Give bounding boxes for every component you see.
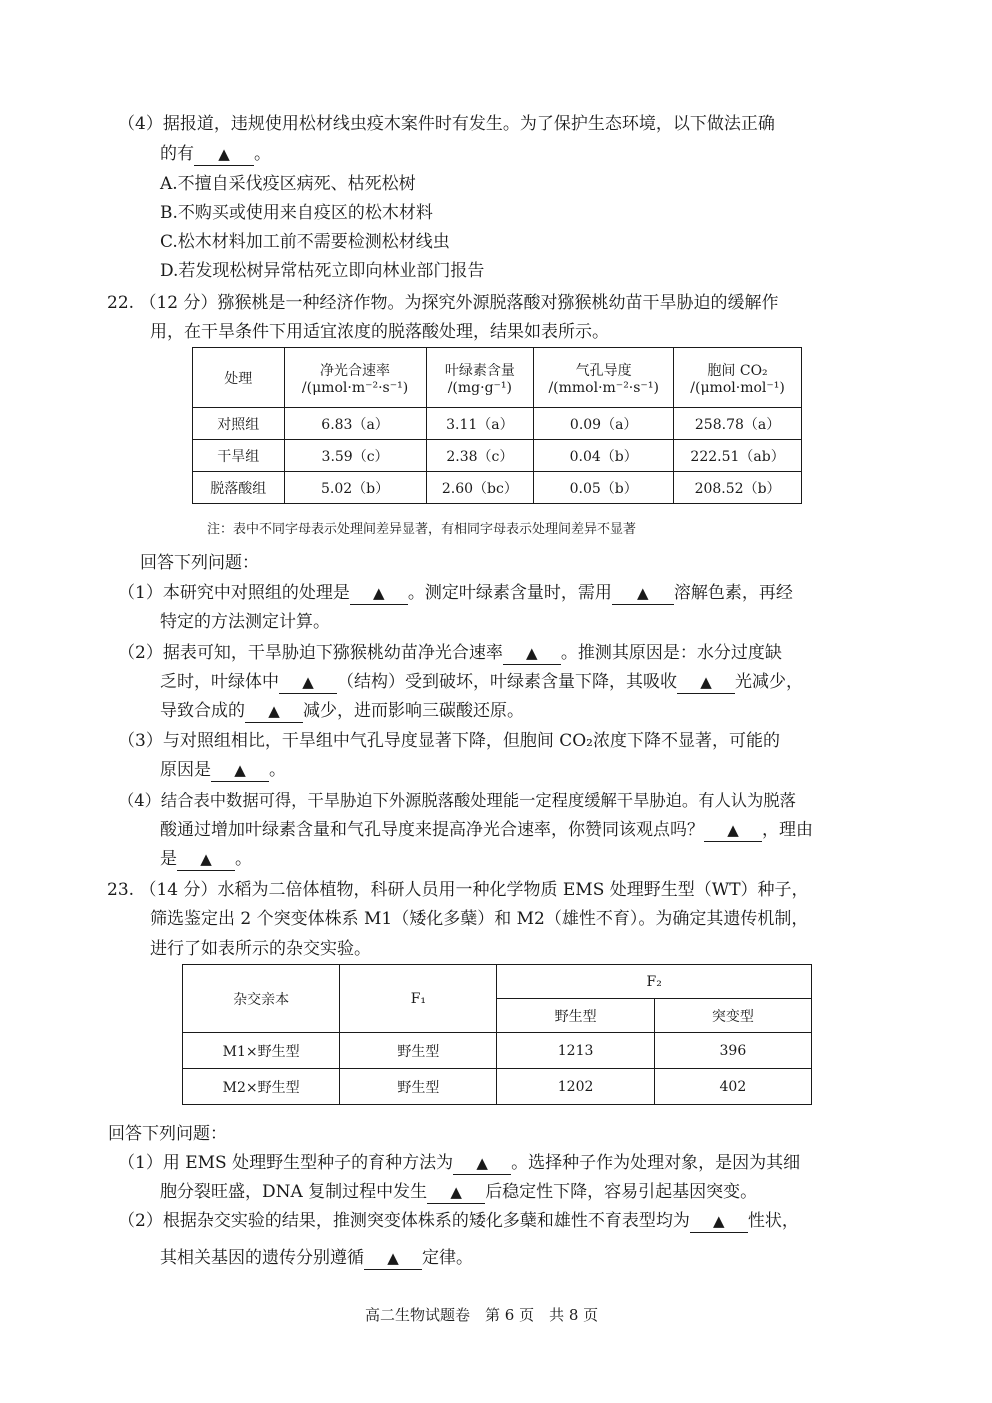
q-text: ，理由 xyxy=(762,820,813,840)
table-header-row xyxy=(183,965,812,999)
triangle-icon: ▲ xyxy=(200,850,212,868)
table-row xyxy=(193,440,802,472)
q23-sub2-line1 xyxy=(118,1207,799,1235)
q-text: 是 xyxy=(160,849,177,869)
table-cell: 对照组 xyxy=(193,408,285,440)
table-cell: M1×野生型 xyxy=(183,1033,340,1069)
header-text: 叶绿素含量 xyxy=(444,362,515,379)
q-text: （结构）受到破坏，叶绿素含量下降，其吸收 xyxy=(337,672,677,692)
q-text: 原因是 xyxy=(160,760,211,780)
header-unit: /(μmol·m⁻²·s⁻¹) xyxy=(301,379,409,396)
table-header-cell: F₁ xyxy=(340,965,497,1033)
triangle-icon: ▲ xyxy=(268,702,280,720)
page-footer: 高二生物试题卷 第 6 页 共 8 页 xyxy=(365,1306,599,1324)
table-cell: 0.09（a） xyxy=(534,408,674,440)
triangle-icon: ▲ xyxy=(373,584,385,602)
answer-blank[interactable] xyxy=(194,143,254,166)
q-text: 乏时，叶绿体中 xyxy=(160,672,279,692)
q-text: 定律。 xyxy=(422,1248,473,1268)
q22-sub2-line3 xyxy=(160,697,524,725)
q-text: 。选择种子作为处理对象，是因为其细 xyxy=(511,1153,801,1173)
q22-sub1-line1 xyxy=(118,579,793,607)
table-cell: 脱落酸组 xyxy=(193,472,285,504)
q23-intro: 回答下列问题： xyxy=(108,1124,227,1144)
answer-blank[interactable] xyxy=(279,671,337,694)
header-text: 净光合速率 xyxy=(320,362,391,379)
q-text: 。推测其原因是：水分过度缺 xyxy=(560,643,782,663)
triangle-icon: ▲ xyxy=(700,673,712,691)
table-cell: 0.04（b） xyxy=(534,440,674,472)
q21-text: 的有 xyxy=(160,144,194,164)
triangle-icon: ▲ xyxy=(713,1212,725,1230)
answer-blank[interactable] xyxy=(677,671,735,694)
header-text: 气孔导度 xyxy=(575,362,632,379)
q-text: 导致合成的 xyxy=(160,701,245,721)
option-a: A.不擅自采伐疫区病死、枯死松树 xyxy=(160,174,416,194)
q23-stem-line1: 23. （14 分）水稻为二倍体植物，科研人员用一种化学物质 EMS 处理野生型（WT）种子， xyxy=(107,880,809,900)
q23-sub1-line1 xyxy=(118,1149,800,1177)
table-header-cell xyxy=(284,348,426,408)
table-row xyxy=(183,1069,812,1105)
q22-sub3-line2 xyxy=(160,756,286,784)
q22-sub1-line2: 特定的方法测定计算。 xyxy=(160,612,330,632)
q-text: （2）据表可知，干旱胁迫下猕猴桃幼苗净光合速率 xyxy=(118,643,503,663)
header-text: 胞间 CO₂ xyxy=(707,362,768,379)
table-header-cell: 杂交亲本 xyxy=(183,965,340,1033)
q-text: 后稳定性下降，容易引起基因突变。 xyxy=(485,1182,758,1202)
table-header-cell xyxy=(193,348,285,408)
q-text: 。 xyxy=(235,849,252,869)
table-header-cell xyxy=(674,348,802,408)
answer-blank[interactable] xyxy=(350,582,408,605)
header-text: 处理 xyxy=(224,370,253,387)
table-header-cell xyxy=(534,348,674,408)
q22-sub4-line2 xyxy=(160,816,813,844)
triangle-icon: ▲ xyxy=(727,821,739,839)
q21-part4-line1: （4）据报道，违规使用松材线虫疫木案件时有发生。为了保护生态环境，以下做法正确 xyxy=(118,114,775,134)
table-cell: 3.59（c） xyxy=(284,440,426,472)
q-text: 。测定叶绿素含量时，需用 xyxy=(407,583,612,603)
q-text: 胞分裂旺盛，DNA 复制过程中发生 xyxy=(160,1182,428,1202)
answer-blank[interactable] xyxy=(364,1247,422,1270)
header-unit: /(mg·g⁻¹) xyxy=(447,379,513,396)
q-text: 。 xyxy=(269,760,286,780)
q22-stem-line2: 用，在干旱条件下用适宜浓度的脱落酸处理，结果如表所示。 xyxy=(150,322,609,342)
table-cell: 0.05（b） xyxy=(534,472,674,504)
table-cell: 干旱组 xyxy=(193,440,285,472)
header-unit: /(μmol·mol⁻¹) xyxy=(690,379,785,396)
q22-sub2-line1 xyxy=(118,639,782,667)
q-text: 酸通过增加叶绿素含量和气孔导度来提高净光合速率，你赞同该观点吗？ xyxy=(160,820,704,840)
triangle-icon: ▲ xyxy=(526,644,538,662)
q23-sub2-line2 xyxy=(160,1244,473,1272)
triangle-icon: ▲ xyxy=(476,1154,488,1172)
table-cell: 野生型 xyxy=(340,1033,497,1069)
triangle-icon: ▲ xyxy=(302,673,314,691)
table-cell: 1202 xyxy=(497,1069,654,1105)
triangle-icon: ▲ xyxy=(218,145,230,163)
q22-intro: 回答下列问题： xyxy=(140,553,259,573)
q-text: 减少，进而影响三碳酸还原。 xyxy=(303,701,524,721)
q22-table xyxy=(192,347,802,504)
q23-stem-line2: 筛选鉴定出 2 个突变体株系 M1（矮化多蘖）和 M2（雄性不育）。为确定其遗传机制， xyxy=(150,909,809,929)
q23-stem-line3: 进行了如表所示的杂交实验。 xyxy=(150,939,371,959)
answer-blank[interactable] xyxy=(245,700,303,723)
triangle-icon: ▲ xyxy=(234,761,246,779)
q22-sub4-line3 xyxy=(160,845,252,873)
answer-blank[interactable] xyxy=(704,819,762,842)
option-b: B.不购买或使用来自疫区的松木材料 xyxy=(160,203,433,223)
q21-part4-line2 xyxy=(160,140,271,168)
q-text: 光减少， xyxy=(735,672,803,692)
table-cell: 222.51（ab） xyxy=(674,440,802,472)
table-cell: 6.83（a） xyxy=(284,408,426,440)
q22-sub3-line1: （3）与对照组相比，干旱组中气孔导度显著下降，但胞间 CO₂浓度下降不显著，可能的 xyxy=(118,731,780,751)
table-cell: 1213 xyxy=(497,1033,654,1069)
table-cell: 258.78（a） xyxy=(674,408,802,440)
table-header-cell: F₂ xyxy=(497,965,812,999)
table-cell: M2×野生型 xyxy=(183,1069,340,1105)
q-text: 性状， xyxy=(747,1211,799,1231)
table-cell: 396 xyxy=(654,1033,811,1069)
q-text: （1）本研究中对照组的处理是 xyxy=(118,583,350,603)
header-unit: /(mmol·m⁻²·s⁻¹) xyxy=(548,379,659,396)
q23-sub1-line2 xyxy=(160,1178,757,1206)
table-row xyxy=(183,1033,812,1069)
triangle-icon: ▲ xyxy=(387,1249,399,1267)
table-header-row xyxy=(193,348,802,408)
table-cell: 5.02（b） xyxy=(284,472,426,504)
table-header-cell xyxy=(426,348,534,408)
table-cell: 208.52（b） xyxy=(674,472,802,504)
table-header-cell: 野生型 xyxy=(497,999,654,1033)
q-text: （1）用 EMS 处理野生型种子的育种方法为 xyxy=(118,1153,454,1173)
answer-blank[interactable] xyxy=(612,582,674,605)
answer-blank[interactable] xyxy=(453,1152,511,1175)
table-cell: 3.11（a） xyxy=(426,408,534,440)
table-cell: 野生型 xyxy=(340,1069,497,1105)
table-header-cell: 突变型 xyxy=(654,999,811,1033)
answer-blank[interactable] xyxy=(211,759,269,782)
triangle-icon: ▲ xyxy=(637,584,649,602)
q-text: 溶解色素，再经 xyxy=(673,583,793,603)
q22-sub2-line2 xyxy=(160,668,803,696)
table-cell: 402 xyxy=(654,1069,811,1105)
option-c: C.松木材料加工前不需要检测松材线虫 xyxy=(160,232,450,252)
table-note: 注：表中不同字母表示处理间差异显著，有相同字母表示处理间差异不显著 xyxy=(207,522,637,537)
table-cell: 2.38（c） xyxy=(426,440,534,472)
q23-table xyxy=(182,964,812,1105)
q-text: 其相关基因的遗传分别遵循 xyxy=(160,1248,364,1268)
answer-blank[interactable] xyxy=(177,848,235,871)
table-row xyxy=(193,472,802,504)
option-d: D.若发现松树异常枯死立即向林业部门报告 xyxy=(160,261,485,281)
q21-text: 。 xyxy=(254,144,271,164)
q22-stem-line1: 22. （12 分）猕猴桃是一种经济作物。为探究外源脱落酸对猕猴桃幼苗干旱胁迫的缓解作 xyxy=(107,293,779,313)
triangle-icon: ▲ xyxy=(450,1183,462,1201)
table-cell: 2.60（bc） xyxy=(426,472,534,504)
table-row xyxy=(193,408,802,440)
q-text: （2）根据杂交实验的结果，推测突变体株系的矮化多蘖和雄性不育表型均为 xyxy=(118,1211,690,1231)
answer-blank[interactable] xyxy=(690,1210,748,1233)
q22-sub4-line1: （4）结合表中数据可得，干旱胁迫下外源脱落酸处理能一定程度缓解干旱胁迫。有人认为脱落 xyxy=(118,791,796,810)
answer-blank[interactable] xyxy=(503,642,561,665)
answer-blank[interactable] xyxy=(427,1181,485,1204)
